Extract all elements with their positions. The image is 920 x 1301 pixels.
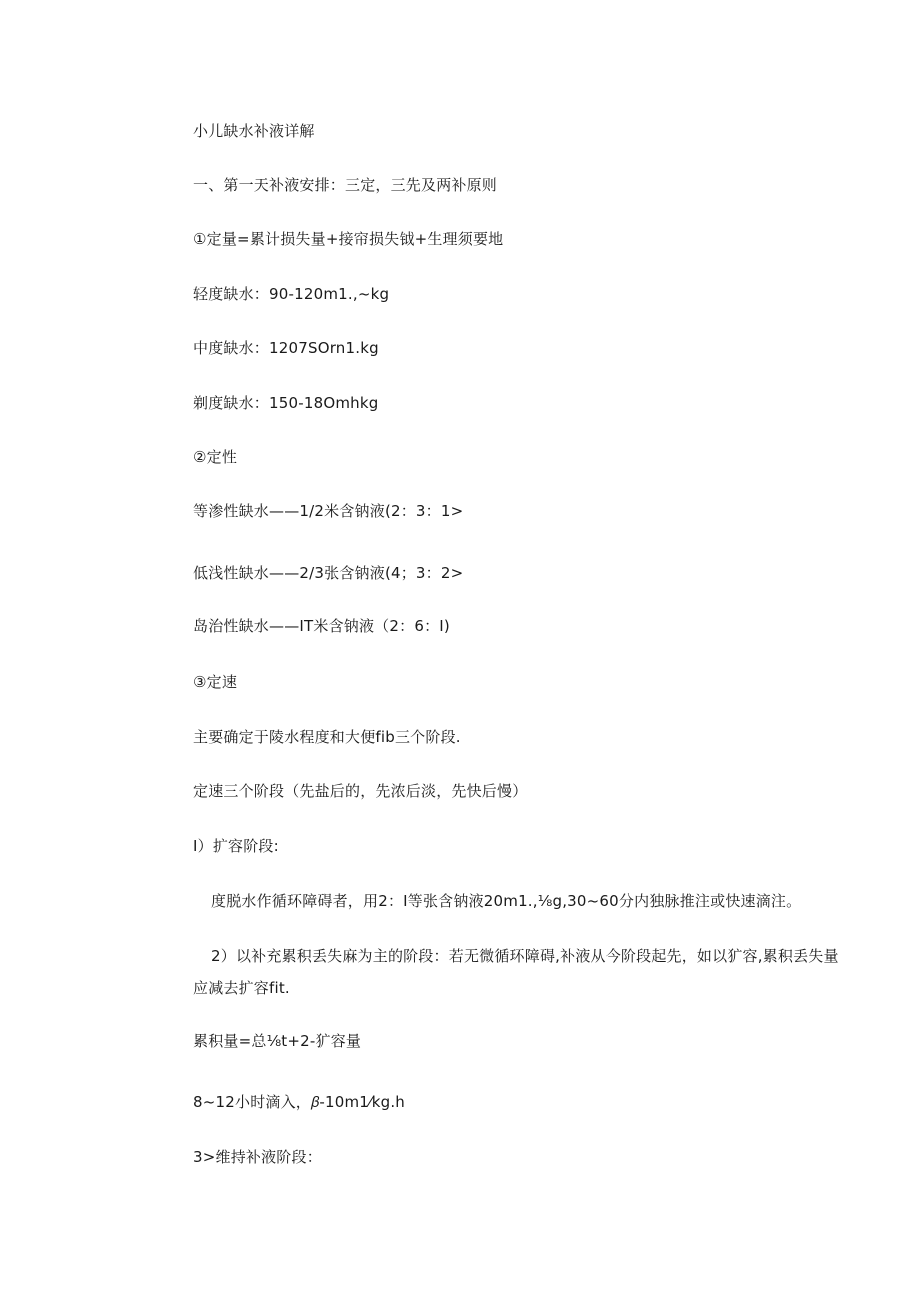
infusion-rate: 8~12小时滴入，𝛽-10m1⁄kg.h <box>193 1093 406 1111</box>
rate-description: 主要确定于陵水程度和大便fib三个阶段. <box>193 728 461 746</box>
stage2-text: 2）以补充累积丢失麻为主的阶段：若无微循环障碍,补液从今阶段起先，如以犷容,累积丢失量应减去扩容fit. <box>193 947 839 997</box>
moderate-dehydration: 中度缺水：1207SOrn1.kg <box>193 339 379 357</box>
severe-dehydration: 剃度缺水：150-18Omhkg <box>193 394 379 412</box>
stage3-heading: 3>维持补液阶段： <box>193 1148 322 1166</box>
item2-heading: ②定性 <box>193 448 238 466</box>
item1-heading: ①定量=累计损失量+接帘损失钺+生理须要地 <box>193 230 504 248</box>
rate-stages: 定速三个阶段（先盐后的，先浓后淡，先快后慢） <box>193 782 528 800</box>
stage1-text: 度脱水作循环障碍者，用2：I等张含钠液20m1.,⅛g,30~60分内独脉推注或快速滴注。 <box>211 892 802 910</box>
item3-heading: ③定速 <box>193 673 238 691</box>
mild-dehydration: 轻度缺水：90-120m1.,~kg <box>193 285 390 303</box>
isotonic-dehydration: 等渗性缺水——1/2米含钠液(2：3：1> <box>193 502 464 520</box>
hypertonic-dehydration: 岛治性缺水——IT米含钠液（2：6：I) <box>193 617 450 635</box>
hypotonic-dehydration: 低浅性缺水——2/3张含钠液(4；3：2> <box>193 564 464 582</box>
cumulative-formula: 累积量=总⅛t+2-犷容量 <box>193 1032 362 1050</box>
document-title: 小儿缺水补液详解 <box>193 122 315 140</box>
stage1-heading: I）扩容阶段: <box>193 837 279 855</box>
section1-heading: 一、第一天补液安排：三定，三先及两补原则 <box>193 176 498 194</box>
